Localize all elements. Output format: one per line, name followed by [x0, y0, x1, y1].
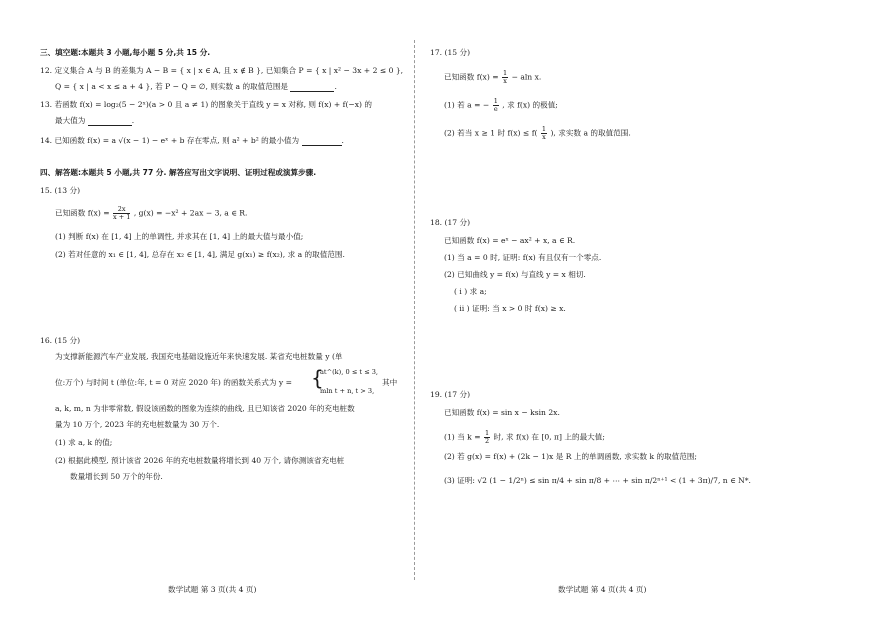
- q19-part1: [444, 430, 605, 445]
- q15-part2: (2) 若对任意的 x₁ ∈ [1, 4], 总存在 x₂ ∈ [1, 4], 满足 g(x₁) ≥ f(x₂), 求 a 的取值范围.: [55, 250, 345, 259]
- q16-part1: (1) 求 a, k 的值;: [55, 438, 113, 447]
- answer-blank: [290, 83, 334, 92]
- q17-p2b: ), 求实数 a 的取值范围.: [550, 128, 631, 138]
- q14-text: 14. 已知函数 f(x) = a √(x − 1) − eˣ + b 存在零点, 则 a² + b² 的最小值为: [40, 136, 300, 145]
- q19-p1b: 时, 求 f(x) 在 [0, π] 上的最大值;: [493, 432, 605, 442]
- q19-p1-den: 2: [484, 437, 490, 445]
- q19-p1a: (1) 当 k =: [444, 432, 481, 442]
- q17-p1-fraction: [493, 98, 499, 113]
- q16-line2a: 位:万个) 与时间 t (单位:年, t = 0 对应 2020 年) 的函数关系式为 y =: [55, 378, 292, 387]
- q16-case2: mln t + n, t > 3,: [320, 387, 375, 395]
- q18-part2ii: ( ⅱ ) 证明: 当 x > 0 时 f(x) ≥ x.: [454, 304, 566, 313]
- q13-line2: 最大值为 .: [55, 116, 135, 125]
- page-right: [418, 0, 870, 630]
- answer-blank: [302, 137, 342, 146]
- q16-line3: a, k, m, n 为非零常数, 假设该函数的图象为连续的曲线, 且已知该省 2020 年的充电桩数: [55, 404, 355, 413]
- section3-header: 三、填空题:本题共 3 小题,每小题 5 分,共 15 分.: [40, 48, 211, 57]
- q15-given-a: 已知函数 f(x) =: [55, 208, 110, 218]
- q17-given-a: 已知函数 f(x) =: [444, 72, 499, 82]
- q15-frac-num: 2x: [113, 206, 130, 214]
- q19-p1-num: 1: [484, 429, 490, 437]
- q17-p2a: (2) 若当 x ≥ 1 时 f(x) ≤ f(: [444, 128, 538, 138]
- q17-fraction: [502, 70, 508, 85]
- q15-head: 15. (13 分): [40, 186, 81, 195]
- q16-head: 16. (15 分): [40, 336, 81, 345]
- q16-part2b: 数量增长到 50 万个的年份.: [70, 472, 163, 481]
- q15-part1: (1) 判断 f(x) 在 [1, 4] 上的单调性, 并求其在 [1, 4] 上的最大值与最小值;: [55, 232, 304, 241]
- q17-given-b: − aln x.: [511, 72, 542, 82]
- page-footer-left: 数学试题 第 3 页(共 4 页): [168, 585, 257, 594]
- q17-p2-den: x: [542, 133, 546, 141]
- q15-fraction: [113, 206, 130, 221]
- q16-line4: 量为 10 万个, 2023 年的充电桩数量为 30 万个.: [55, 420, 220, 429]
- q14-line: 14. 已知函数 f(x) = a √(x − 1) − eˣ + b 存在零点, 则 a² + b² 的最小值为 .: [40, 136, 344, 145]
- answer-blank: [88, 117, 132, 126]
- q17-p1-num: 1: [493, 97, 498, 105]
- page-divider: [414, 40, 415, 580]
- q17-p2-num: 1: [541, 125, 547, 133]
- q15-given-b: , g(x) = −x² + 2ax − 3, a ∈ R.: [133, 208, 248, 218]
- q16-case1: at^(k), 0 ≤ t ≤ 3,: [320, 368, 379, 376]
- q19-part2: (2) 若 g(x) = f(x) + (2k − 1)x 是 R 上的单调函数, 求实数 k 的取值范围;: [444, 452, 697, 461]
- q17-frac-den: x: [503, 77, 507, 85]
- q16-part2: (2) 根据此模型, 预计该省 2026 年的充电桩数量将增长到 40 万个, 请你测该省充电桩: [55, 456, 345, 465]
- q16-line2b: 其中: [382, 378, 398, 387]
- q17-p1-den: e: [493, 105, 498, 113]
- q12-line1: 12. 定义集合 A 与 B 的差集为 A − B = { x | x ∈ A, 且 x ∉ B }, 已知集合 P = { x | x² − 3x + 2 ≤ 0 },: [40, 66, 404, 75]
- q17-part1: [444, 98, 558, 113]
- q13-line1: 13. 若函数 f(x) = log₂(5 − 2ˣ)(a > 0 且 a ≠ 1) 的图象关于直线 y = x 对称, 则 f(x) + f(−x) 的: [40, 100, 373, 109]
- q15-given: [55, 206, 247, 221]
- q19-given: 已知函数 f(x) = sin x − ksin 2x.: [444, 408, 560, 417]
- q18-part2i: ( ⅰ ) 求 a;: [454, 287, 487, 296]
- q17-p1b: , 求 f(x) 的极值;: [502, 100, 558, 110]
- q15-frac-den: x + 1: [113, 213, 131, 221]
- q12-text: Q = { x | a < x ≤ a + 4 }, 若 P − Q = ∅, 则实数 a 的取值范围是: [55, 82, 289, 91]
- q19-head: 19. (17 分): [430, 390, 471, 399]
- q18-given: 已知函数 f(x) = eˣ − ax² + x, a ∈ R.: [444, 236, 576, 245]
- q18-part2: (2) 已知曲线 y = f(x) 与直线 y = x 相切.: [444, 270, 586, 279]
- page-left: [0, 0, 412, 630]
- page-footer-right: 数学试题 第 4 页(共 4 页): [558, 585, 647, 594]
- q17-frac-num: 1: [503, 69, 508, 77]
- q12-line2: Q = { x | a < x ≤ a + 4 }, 若 P − Q = ∅, 则实数 a 的取值范围是 .: [55, 82, 337, 91]
- q16-line1: 为支撑新能源汽车产业发展, 我国充电基础设施近年来快速发展. 某省充电桩数量 y (单: [55, 352, 343, 361]
- q19-part3: (3) 证明: √2 (1 − 1/2ⁿ) ≤ sin π/4 + sin π/8 + ⋯ + sin π/2ⁿ⁺¹ < (1 + 3π)/7, n ∈ N*.: [444, 476, 751, 485]
- section4-header: 四、解答题:本题共 5 小题,共 77 分. 解答应写出文字说明、证明过程或演算步骤.: [40, 168, 317, 177]
- q17-head: 17. (15 分): [430, 48, 471, 57]
- q18-head: 18. (17 分): [430, 218, 471, 227]
- q17-part2: [444, 126, 631, 141]
- q17-p1a: (1) 若 a = −: [444, 100, 490, 110]
- q13-text: 最大值为: [55, 116, 86, 125]
- q17-p2-fraction: [541, 126, 547, 141]
- q17-given: [444, 70, 541, 85]
- piecewise-brace: {: [311, 366, 324, 390]
- q18-part1: (1) 当 a = 0 时, 证明: f(x) 有且仅有一个零点.: [444, 253, 602, 262]
- q19-p1-fraction: [484, 430, 490, 445]
